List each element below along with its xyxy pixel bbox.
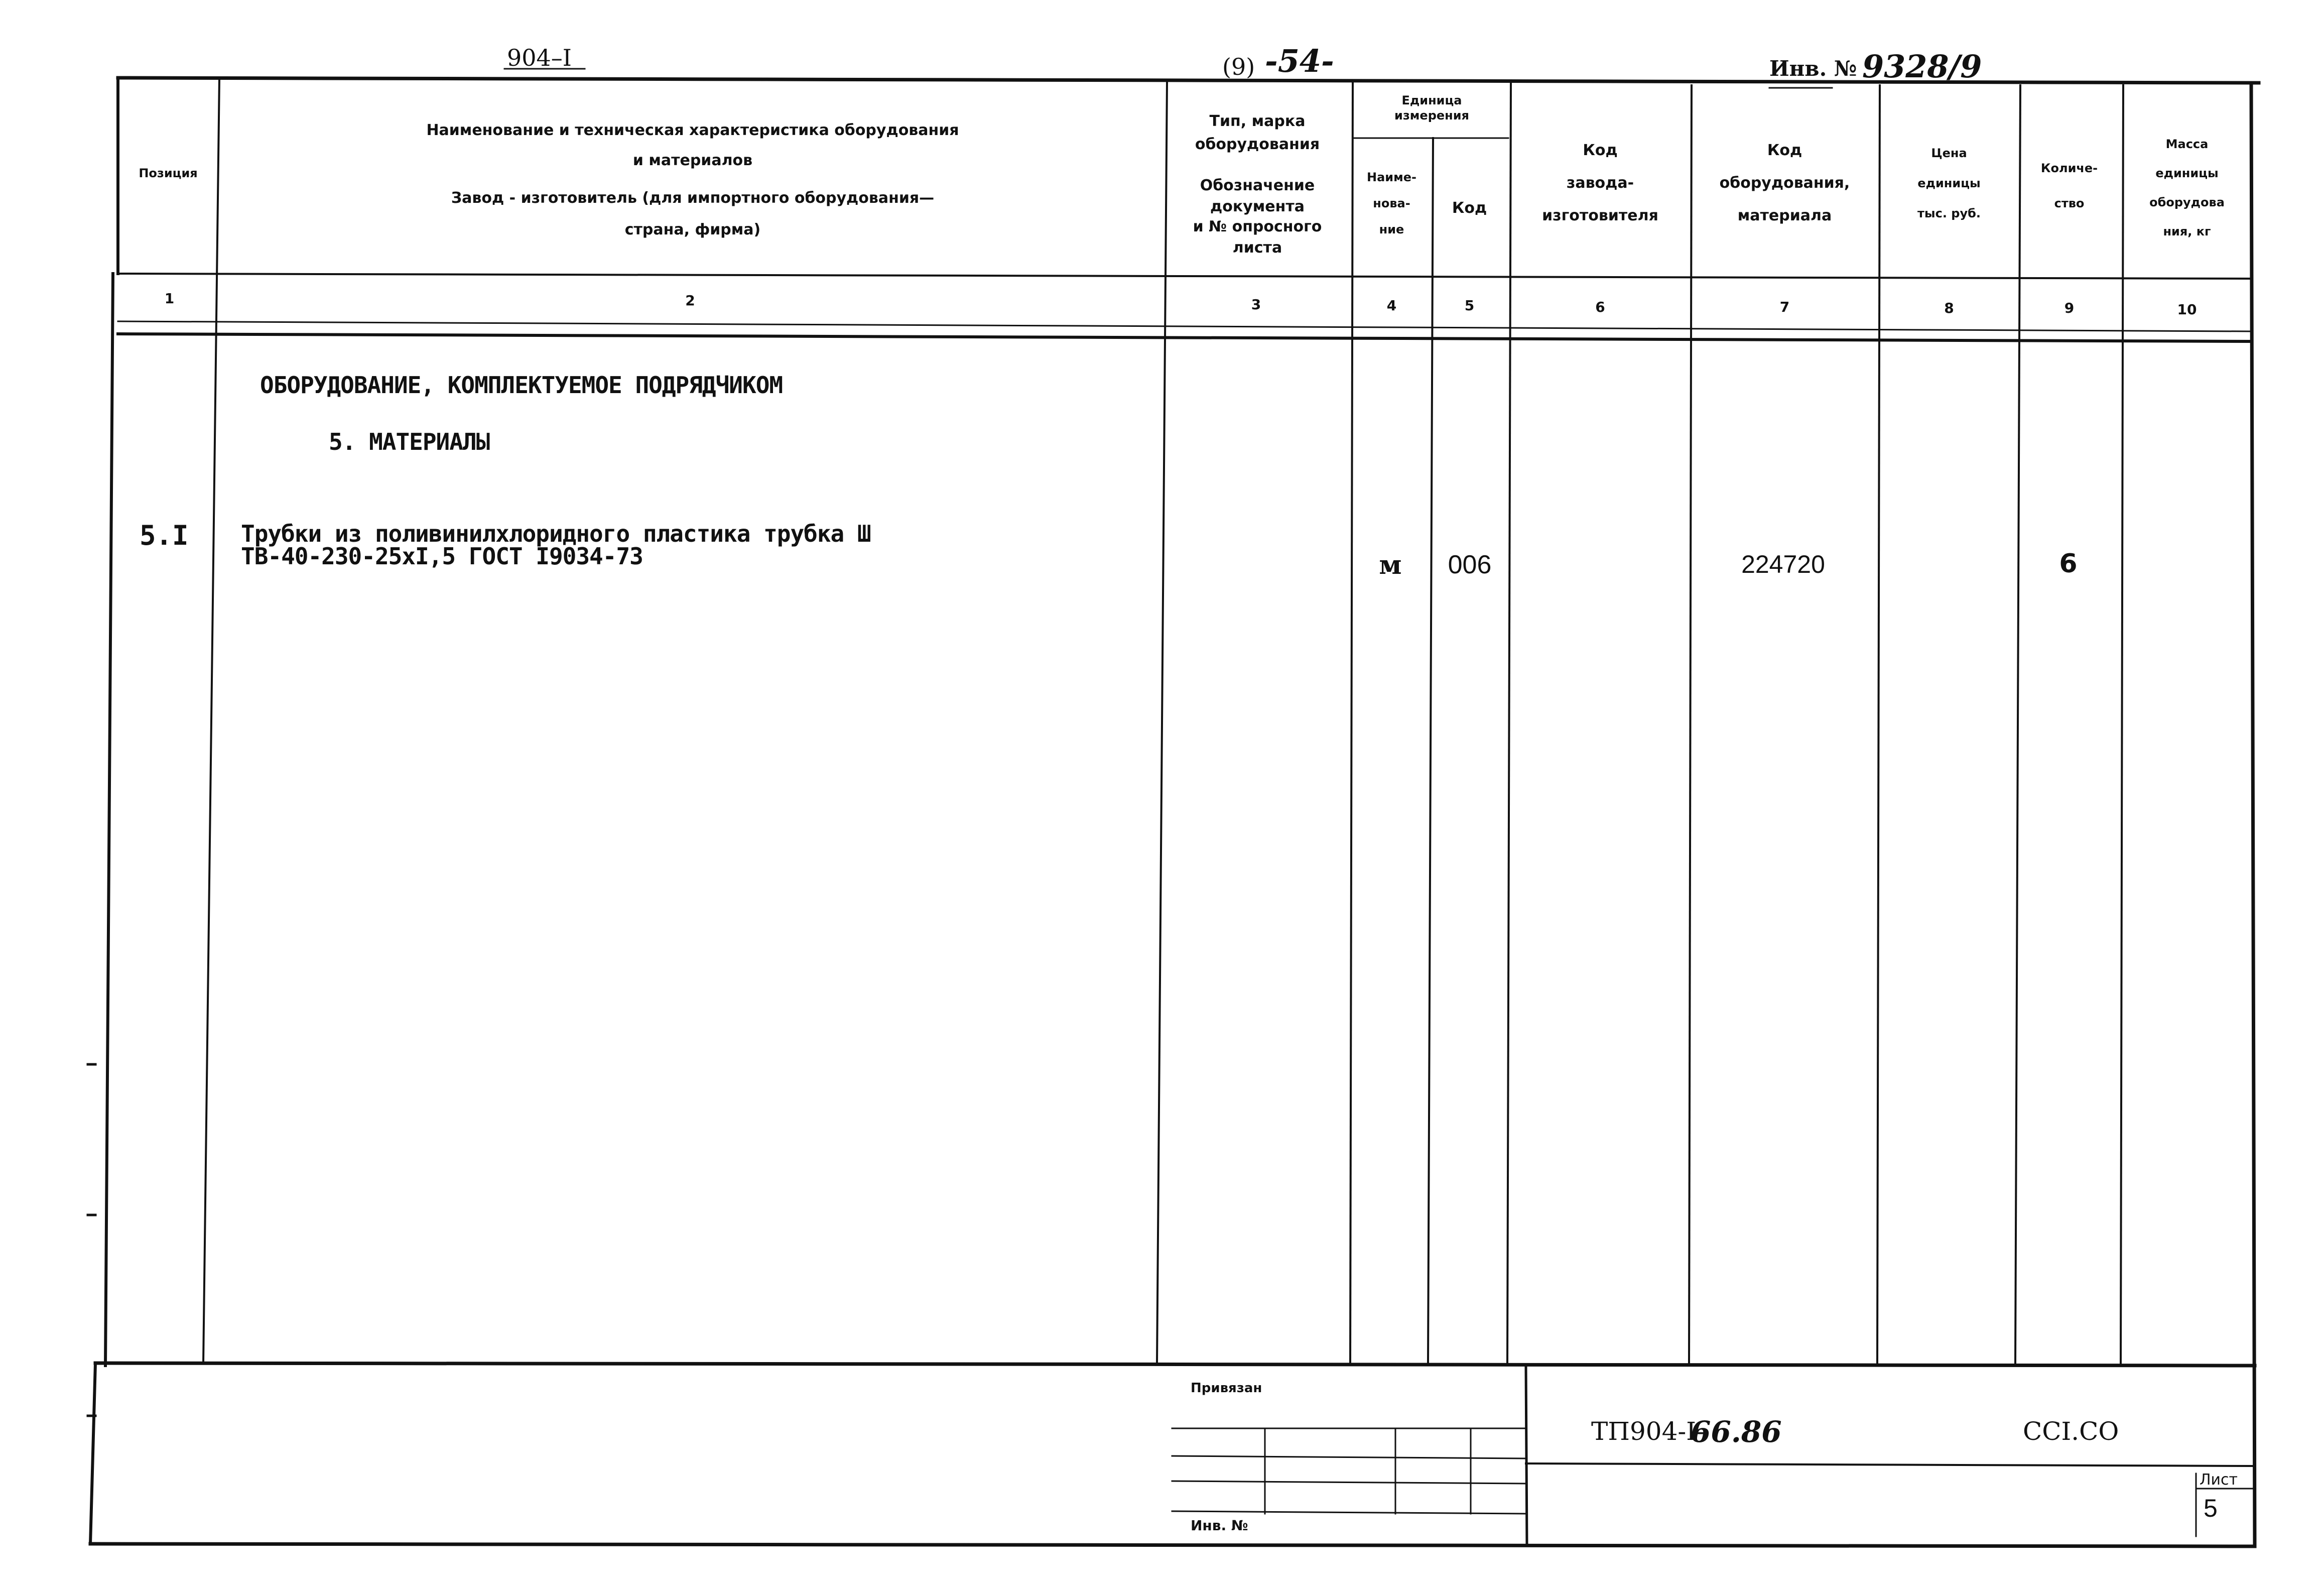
row-unit-code: 006 (1448, 550, 1492, 579)
col-header-mass-line1: Масса (2165, 137, 2209, 151)
page-mark-handwritten: -54- (1265, 43, 1334, 79)
col-header-type-line2: оборудования (1195, 136, 1320, 153)
col-number-3: 3 (1251, 296, 1261, 313)
col-header-unit-name-line1: Наиме- (1367, 170, 1416, 184)
row-equipment-code: 224720 (1741, 550, 1825, 578)
row-position: 5.I (140, 520, 189, 551)
section-title: ОБОРУДОВАНИЕ, КОМПЛЕКТУЕМОЕ ПОДРЯДЧИКОМ (260, 372, 783, 399)
col-number-4: 4 (1386, 297, 1397, 314)
inv-label: Инв. № (1769, 56, 1857, 81)
col-number-6: 6 (1595, 299, 1605, 315)
col-header-name-line2: и материалов (632, 152, 753, 169)
col-header-name-line3: Завод - изготовитель (для импортного оборудования— (451, 189, 935, 207)
inv-number-handwritten: 9328/9 (1862, 48, 1982, 85)
col-header-factory-code-line3: изготовителя (1542, 207, 1658, 224)
col-header-mass-line2: единицы (2155, 166, 2219, 180)
sheet-label: Лист (2200, 1471, 2238, 1489)
col-number-5: 5 (1464, 297, 1475, 314)
col-header-mass-line4: ния, кг (2163, 224, 2211, 238)
col-header-mass-line3: оборудова (2149, 195, 2225, 209)
row-unit-name: м (1379, 550, 1402, 580)
col-header-type-line5: и № опросного (1193, 218, 1322, 235)
col-header-factory-code-line1: Код (1583, 142, 1618, 159)
col-header-name-line1: Наименование и техническая характеристика оборудования (426, 121, 959, 139)
col-header-type-line4: документа (1210, 198, 1305, 215)
col-header-name-line4: страна, фирма) (624, 221, 761, 238)
col-header-factory-code-line2: завода- (1566, 174, 1634, 192)
footer-privyazan: Привязан (1191, 1381, 1262, 1396)
col-number-7: 7 (1779, 299, 1790, 315)
col-header-position: Позиция (139, 166, 198, 180)
col-header-type-line3: Обозначение (1200, 177, 1315, 194)
col-header-quantity-line1: Количе- (2040, 161, 2098, 175)
row-quantity: 6 (2059, 549, 2078, 579)
doc-code-printed: ТП904-I- (1591, 1417, 1705, 1446)
doc-suffix: ССI.СО (2023, 1417, 2119, 1446)
series-code: 904–I (507, 44, 572, 71)
col-header-quantity-line2: ство (2054, 196, 2085, 210)
col-number-1: 1 (164, 290, 175, 307)
col-header-price-line2: единицы (1917, 176, 1981, 190)
col-header-type-line1: Тип, марка (1209, 112, 1306, 130)
col-header-unit-name-line3: ние (1379, 222, 1404, 236)
col-number-8: 8 (1944, 300, 1954, 316)
col-number-10: 10 (2177, 301, 2197, 318)
col-header-type-line6: листа (1232, 239, 1282, 257)
col-header-price-line1: Цена (1931, 146, 1967, 160)
doc-code-handwritten: 66.86 (1691, 1415, 1782, 1449)
col-number-9: 9 (2064, 300, 2075, 316)
row-name-line1: Трубки из поливинилхлоридного пластика трубка Ш (241, 520, 871, 547)
page-mark-printed: (9) (1222, 53, 1255, 80)
row-name-line2: ТВ-40-230-25хI,5 ГОСТ I9034-73 (241, 543, 643, 570)
col-header-price-line3: тыс. руб. (1917, 206, 1981, 220)
footer-inv-no: Инв. № (1191, 1517, 1248, 1534)
col-header-equipment-code-line2: оборудования, (1719, 174, 1850, 192)
col-header-equipment-code-line3: материала (1737, 207, 1832, 224)
col-header-unit-name-line2: нова- (1373, 196, 1410, 210)
col-header-equipment-code-line1: Код (1767, 142, 1802, 159)
unit-group-line1: Единица (1401, 93, 1462, 107)
sheet-number: 5 (2204, 1494, 2218, 1522)
subsection-title: 5. МАТЕРИАЛЫ (329, 428, 490, 455)
col-number-2: 2 (685, 292, 695, 309)
col-header-unit-code: Код (1452, 199, 1487, 217)
unit-group-line2: измерения (1394, 108, 1469, 123)
